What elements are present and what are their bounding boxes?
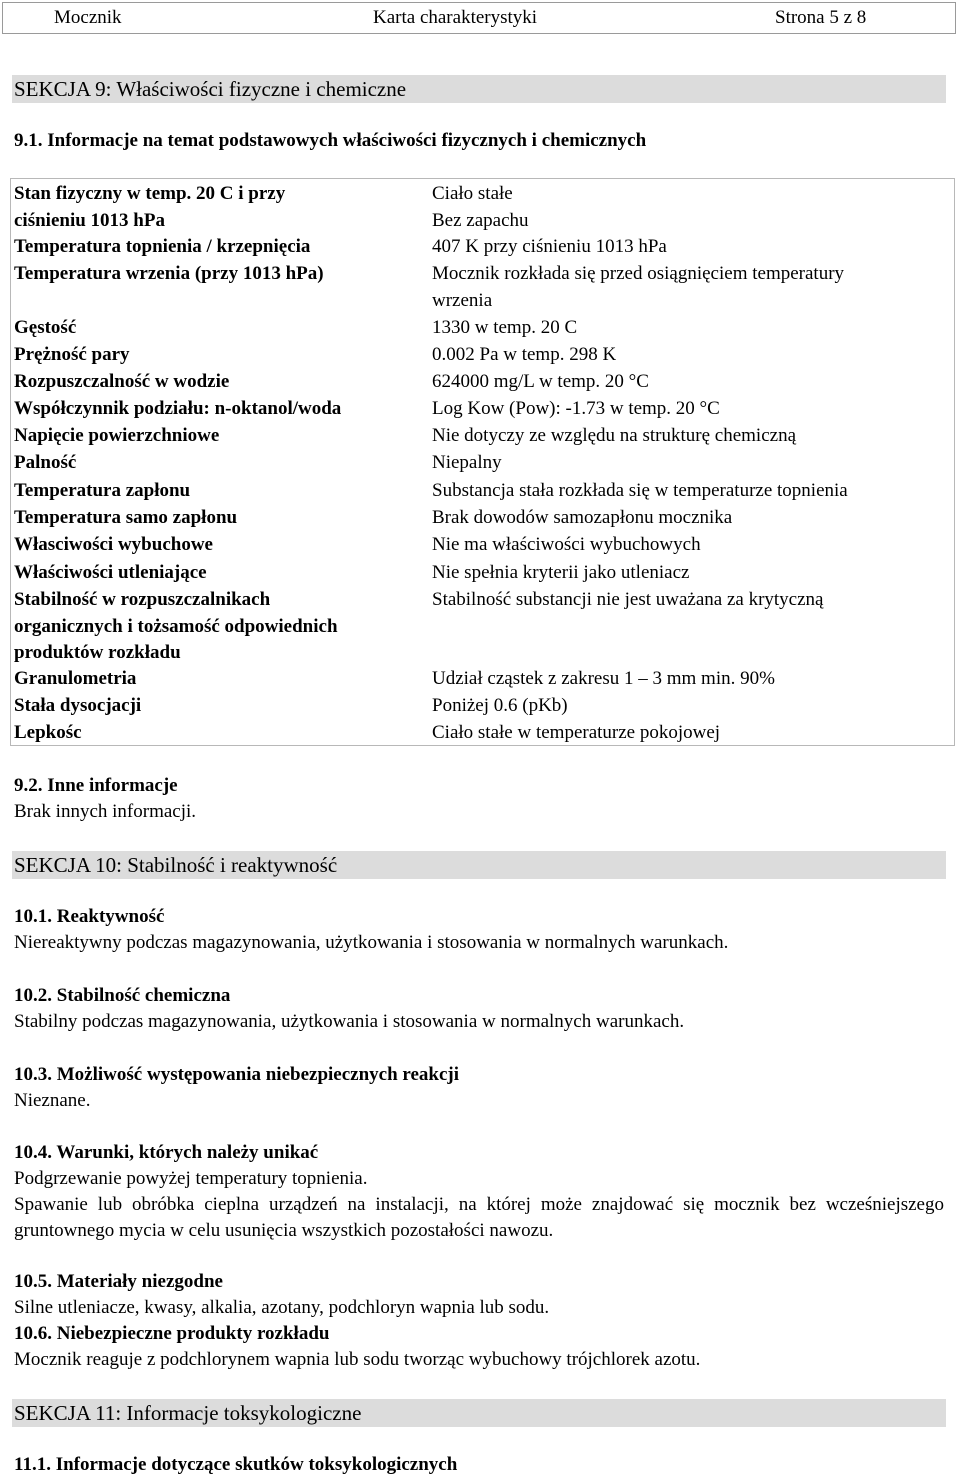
property-value: Poniżej 0.6 (pKb)	[432, 695, 568, 716]
subsection-10-4-paragraph: Spawanie lub obróbka cieplna urządzeń na instalacji, na której może znajdować się mocznik bez wcześniejszego gruntownego mycia w celu usunięcia wszystkich pozostałości nawozu.	[14, 1194, 944, 1241]
property-label: Temperatura wrzenia (przy 1013 hPa)	[14, 263, 324, 284]
property-label: Lepkośc	[14, 722, 82, 743]
property-value: Nie dotyczy ze względu na strukturę chemiczną	[432, 425, 797, 446]
subsection-9-2-text: Brak innych informacji.	[14, 801, 197, 822]
subsection-10-2-title: 10.2. Stabilność chemiczna	[14, 985, 231, 1006]
subsection-10-1-text: Niereaktywny podczas magazynowania, użytkowania i stosowania w normalnych warunkach.	[14, 932, 729, 953]
property-label: Stan fizyczny w temp. 20 C i przy ciśnieniu 1013 hPa	[14, 183, 286, 231]
subsection-10-2-text: Stabilny podczas magazynowania, użytkowania i stosowania w normalnych warunkach.	[14, 1011, 685, 1032]
section-9-heading: SEKCJA 9: Właściwości fizyczne i chemiczne	[12, 75, 946, 103]
property-label: Temperatura zapłonu	[14, 480, 191, 501]
section-11-heading: SEKCJA 11: Informacje toksykologiczne	[12, 1399, 946, 1427]
subsection-9-1-title: 9.1. Informacje na temat podstawowych właściwości fizycznych i chemicznych	[14, 130, 647, 151]
property-value: Ciało stałe Bez zapachu	[432, 183, 529, 231]
header-page-number: Strona 5 z 8	[775, 7, 867, 28]
properties-table	[10, 178, 955, 746]
property-value: 0.002 Pa w temp. 298 K	[432, 344, 617, 365]
subsection-10-6-title: 10.6. Niebezpieczne produkty rozkładu	[14, 1323, 330, 1344]
property-label: Granulometria	[14, 668, 137, 689]
property-value: Ciało stałe w temperaturze pokojowej	[432, 722, 721, 743]
subsection-10-5-text: Silne utleniacze, kwasy, alkalia, azotany, podchloryn wapnia lub sodu.	[14, 1297, 550, 1318]
property-label: Gęstość	[14, 317, 77, 338]
property-label: Temperatura topnienia / krzepnięcia	[14, 236, 311, 257]
property-label: Prężność pary	[14, 344, 130, 365]
property-label: Temperatura samo zapłonu	[14, 507, 238, 528]
property-value: Udział cząstek z zakresu 1 – 3 mm min. 90%	[432, 668, 775, 689]
property-value: Niepalny	[432, 452, 502, 473]
subsection-10-6-text: Mocznik reaguje z podchlorynem wapnia lub sodu tworząc wybuchowy trójchlorek azotu.	[14, 1349, 701, 1370]
subsection-10-4-title: 10.4. Warunki, których należy unikać	[14, 1142, 319, 1163]
property-value: 624000 mg/L w temp. 20 °C	[432, 371, 649, 392]
property-label: Rozpuszczalność w wodzie	[14, 371, 230, 392]
property-label: Współczynnik podziału: n-oktanol/woda	[14, 398, 342, 419]
header-product: Mocznik	[54, 7, 122, 28]
property-value: Log Kow (Pow): -1.73 w temp. 20 °C	[432, 398, 720, 419]
property-value: Nie spełnia kryterii jako utleniacz	[432, 562, 690, 583]
property-label: Właściwości utleniające	[14, 562, 207, 583]
property-value: Mocznik rozkłada się przed osiągnięciem temperatury wrzenia	[432, 263, 845, 311]
page-header	[2, 2, 956, 34]
property-value: Brak dowodów samozapłonu mocznika	[432, 507, 733, 528]
header-doc-type: Karta charakterystyki	[373, 7, 538, 28]
property-label: Napięcie powierzchniowe	[14, 425, 220, 446]
property-label: Stała dysocjacji	[14, 695, 142, 716]
property-value: 1330 w temp. 20 C	[432, 317, 578, 338]
section-10-heading: SEKCJA 10: Stabilność i reaktywność	[12, 851, 946, 879]
property-label: Palność	[14, 452, 77, 473]
property-value: Nie ma właściwości wybuchowych	[432, 534, 701, 555]
subsection-10-4-text: Podgrzewanie powyżej temperatury topnienia.	[14, 1168, 368, 1189]
subsection-10-5-title: 10.5. Materiały niezgodne	[14, 1271, 223, 1292]
property-label: Stabilność w rozpuszczalnikach organicznych i tożsamość odpowiednich produktów rozkładu	[14, 589, 338, 663]
property-value: Stabilność substancji nie jest uważana za krytyczną	[432, 589, 824, 610]
property-label: Własciwości wybuchowe	[14, 534, 213, 555]
subsection-9-2-title: 9.2. Inne informacje	[14, 775, 178, 796]
property-value: 407 K przy ciśnieniu 1013 hPa	[432, 236, 667, 257]
property-value: Substancja stała rozkłada się w temperaturze topnienia	[432, 480, 848, 501]
subsection-11-1-title: 11.1. Informacje dotyczące skutków toksykologicznych	[14, 1454, 458, 1475]
subsection-10-1-title: 10.1. Reaktywność	[14, 906, 165, 927]
subsection-10-3-text: Nieznane.	[14, 1090, 91, 1111]
subsection-10-3-title: 10.3. Możliwość występowania niebezpiecznych reakcji	[14, 1064, 460, 1085]
